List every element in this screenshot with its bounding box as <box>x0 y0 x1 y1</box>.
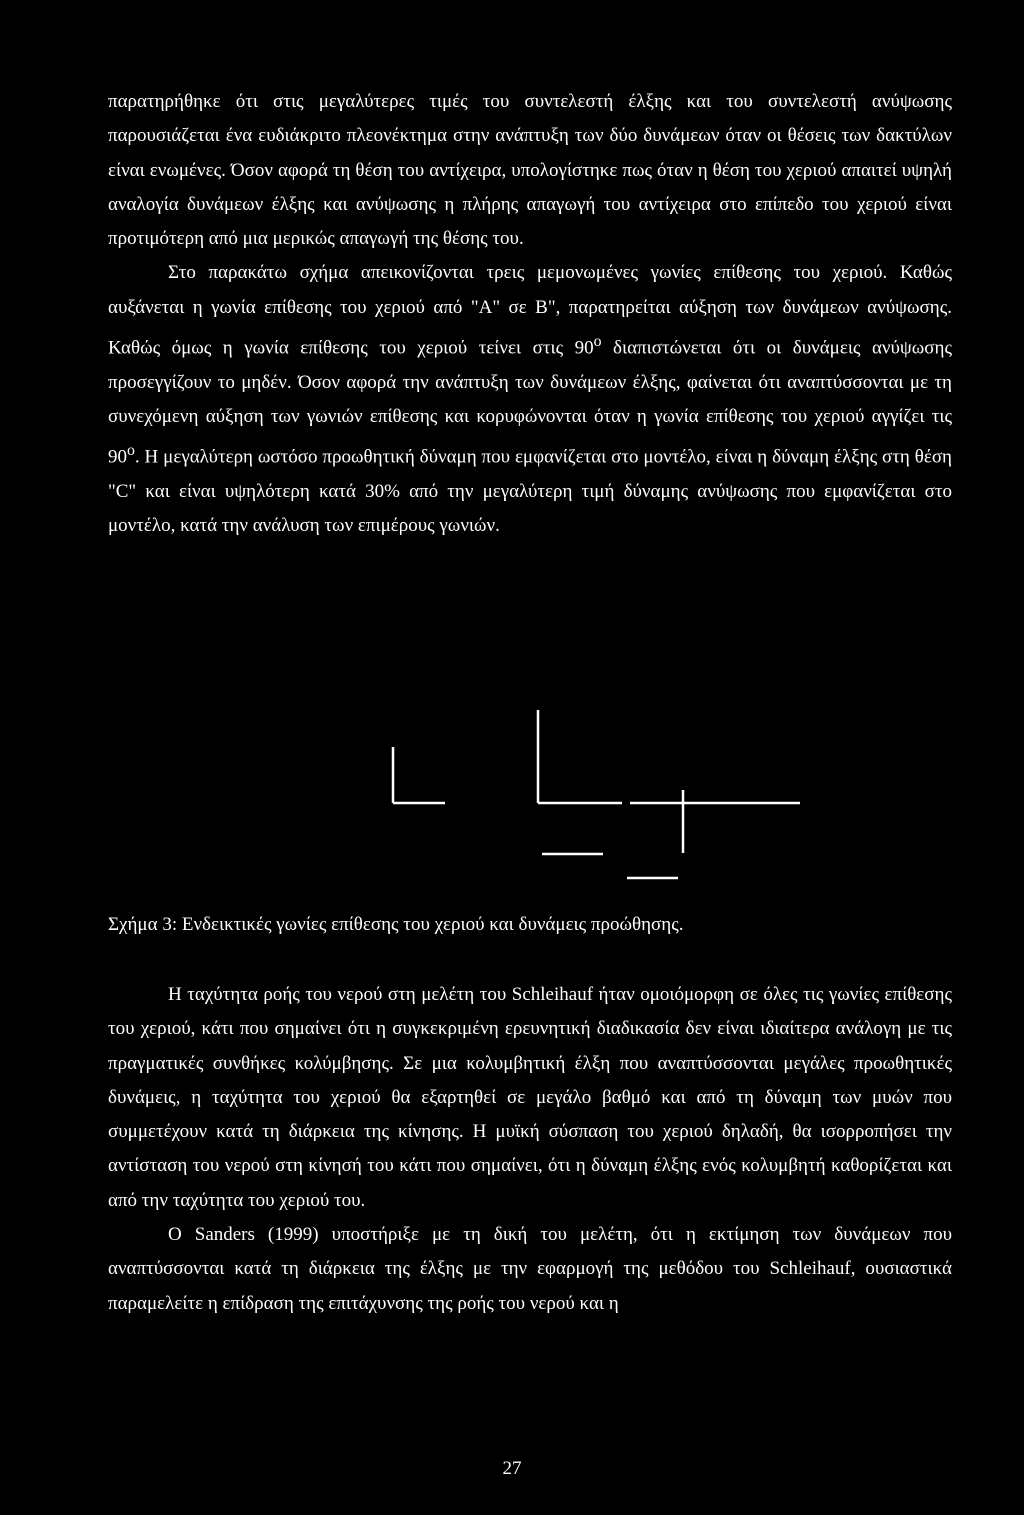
paragraph-2 <box>108 256 952 543</box>
angle-c-shape <box>627 790 800 878</box>
paragraph-2-part-2: διαπιστώνεται ότι οι δυνάμεις ανύψωσης προσεγγίζουν το μηδέν. Όσον αφορά την ανάπτυξη των δυνάμεων έλξης, φαίνεται ότι αναπτύσσονται με τη συνεχόμενη αύξηση των γωνιών επίθεσης και κορυφώνονται όταν η γωνία επίθεσης του χεριού αγγίζει τις 90 <box>108 337 953 468</box>
angle-a-shape <box>393 747 445 803</box>
page-number: 27 <box>502 1458 522 1479</box>
paragraph-2-part-1: Στο παρακάτω σχήμα απεικονίζονται τρεις μεμονωμένες γωνίες επίθεσης του χεριού. Καθώς αυξάνεται η γωνία επίθεσης του χεριού από "Α" σε Β", παρατηρείται αύξηση των δυνάμεων ανύψωσης. Καθώς όμως η γωνία επίθεσης του χεριού τείνει στις 90 <box>108 262 952 359</box>
body-text-bottom <box>108 978 952 1321</box>
paragraph-2-part-3: . Η μεγαλύτερη ωστόσο προωθητική δύναμη που εμφανίζεται στο μοντέλο, είναι η δύναμη έλξης στη θέση "C" και είναι υψηλότερη κατά 30% από την μεγαλύτερη τιμή δύναμης ανύψωσης που εμφανίζεται στο μοντέλο, κατά την ανάλυση των επιμέρους γωνιών. <box>108 446 952 537</box>
paragraph-4: Ο Sanders (1999) υποστήριξε με τη δική του μελέτη, ότι η εκτίμηση των δυνάμεων που αναπτύσσονται κατά τη διάρκεια της έλξης με την εφαρμογή της μεθόδου του Schleihauf, ουσιαστικά παραμελείτε η επίδραση της επιτάχυνσης της ροής του νερού και η <box>108 1224 952 1314</box>
figure-caption: Σχήμα 3: Ενδεικτικές γωνίες επίθεσης του χεριού και δυνάμεις προώθησης. <box>108 914 684 935</box>
body-text-top <box>108 85 952 544</box>
degree-symbol: ο <box>127 442 135 460</box>
angle-b-shape <box>538 710 622 854</box>
paragraph-1: παρατηρήθηκε ότι στις μεγαλύτερες τιμές του συντελεστή έλξης και του συντελεστή ανύψωσης παρουσιάζεται ένα ευδιάκριτο πλεονέκτημα στην ανάπτυξη των δύο δυνάμεων όταν οι θέσεις των δακτύλων είναι ενωμένες. Όσον αφορά τη θέση του αντίχειρα, υπολογίστηκε πως όταν η θέση του χεριού απαιτεί υψηλή αναλογία δυνάμεων έλξης και ανύψωσης η πλήρης απαγωγή του αντίχειρα στο επίπεδο του χεριού είναι προτιμότερη από μια μερικώς απαγωγή της θέσης του. <box>108 91 952 250</box>
paragraph-3: Η ταχύτητα ροής του νερού στη μελέτη του Schleihauf ήταν ομοιόμορφη σε όλες τις γωνίες επίθεσης του χεριού, κάτι που σημαίνει ότι η συγκεκριμένη ερευνητική διαδικασία δεν είναι ιδιαίτερα ανάλογη με τις πραγματικές συνθήκες κολύμβησης. Σε μια κολυμβητική έλξη που αναπτύσσονται μεγάλες προωθητικές δυνάμεις, η ταχύτητα του χεριού θα εξαρτηθεί σε μεγάλο βαθμό και από τη δύναμη των μυών που συμμετέχουν κατά τη διάρκεια της κίνησης. Η μυϊκή σύσπαση του χεριού δηλαδή, θα ισορροπήσει την αντίσταση του νερού στη κίνησή του κάτι που σημαίνει, ότι η δύναμη έλξης ενός κολυμβητή καθορίζεται και από την ταχύτητα του χεριού του. <box>108 984 952 1211</box>
degree-symbol: ο <box>593 333 602 351</box>
attack-angles-figure <box>370 705 810 890</box>
